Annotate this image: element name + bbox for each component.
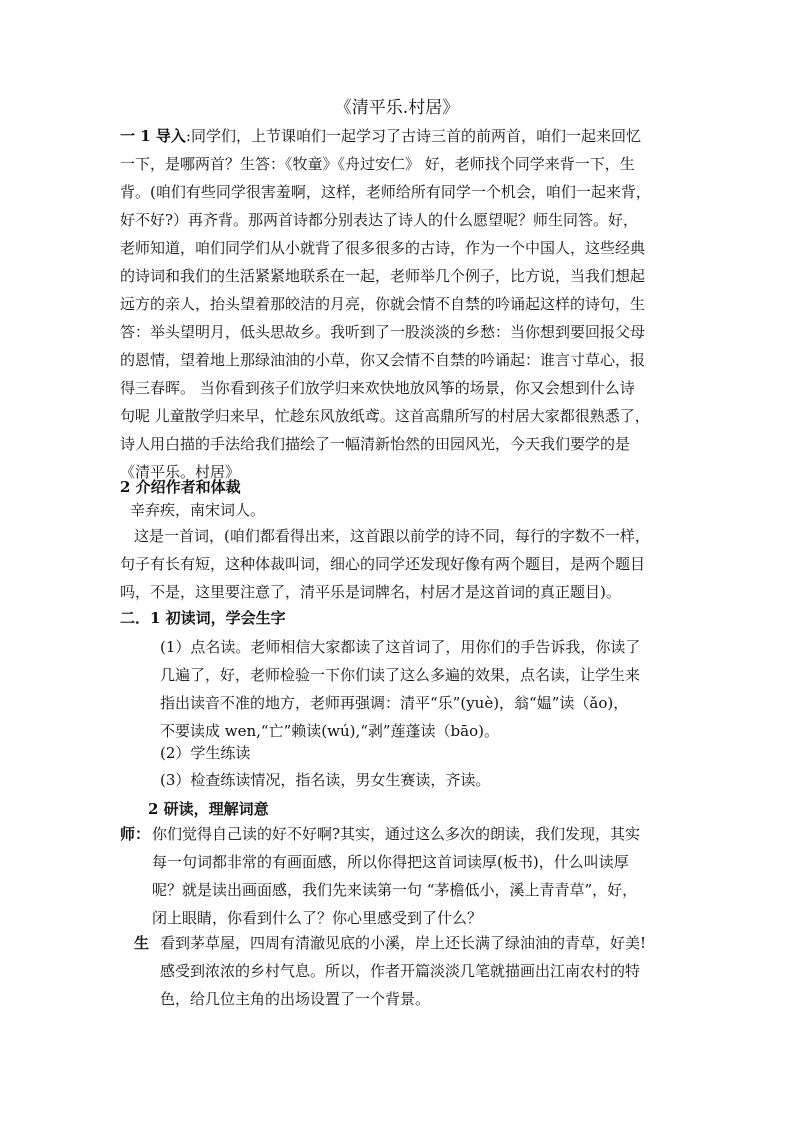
intro-line-3: 背。(咱们有些同学很害羞啊，这样，老师给所有同学一个机会，咱们一起来背，	[120, 183, 651, 201]
section-study-heading: 2 研读，理解词意	[148, 800, 269, 818]
intro-line-10: 得三春晖。 当你看到孩子们放学归来欢快地放风筝的场景，你又会想到什么诗	[120, 379, 635, 397]
author-line: 辛弃疾，南宋词人。	[130, 501, 266, 519]
step-1-line-1: (1）点名读。老师相信大家都读了这首词了，用你们的手告诉我，你读了	[160, 638, 641, 656]
step-1	[160, 633, 680, 745]
step-1-line-4: 不要读成 wen,“亡”赖读(wú),“剥”莲蓬读（bāo)。	[160, 722, 499, 740]
step-1-line-2: 几遍了，好，老师检验一下你们读了这么多遍的效果，点名读，让学生来	[160, 666, 641, 684]
intro-line-8: 答：举头望明月，低头思故乡。我听到了一股淡淡的乡愁：当你想到要回报父母	[120, 323, 646, 341]
step-1-line-3: 指出读音不准的地方，老师再强调：清平“乐”(yuè)，翁“媪”读（ǎo)，	[160, 694, 629, 712]
student-speech	[160, 929, 680, 1013]
teacher-label: 师：	[120, 825, 151, 843]
section-first-read-heading: 二．1 初读词，学会生字	[120, 609, 286, 627]
intro-line-4: 好不好?）再齐背。那两首诗都分别表达了诗人的什么愿望呢？师生同答。好，	[120, 211, 639, 229]
intro-line-6: 的诗词和我们的生活紧紧地联系在一起，老师举几个例子，比方说，当我们想起	[120, 267, 646, 285]
intro-heading: 一 1 导入	[120, 127, 186, 145]
section-intro	[120, 122, 676, 486]
student-line-2: 感受到浓浓的乡村气息。所以，作者开篇淡淡几笔就描画出江南农村的特	[160, 962, 641, 980]
intro-line-13: 《清平乐。村居》	[120, 463, 241, 481]
step-2: (2）学生练读	[160, 744, 251, 762]
student-label: 生	[134, 934, 150, 952]
section-author-heading: 2 介绍作者和体裁	[120, 478, 241, 496]
student-line-1: 看到茅草屋，四周有清澈见底的小溪，岸上还长满了绿油油的青草，好美!	[160, 934, 647, 952]
intro-line-1: 一 1 导入:同学们，上节课咱们一起学习了古诗三首的前两首，咱们一起来回忆	[120, 127, 641, 145]
genre-line-1: 这是一首词，(咱们都看得出来，这首跟以前学的诗不同，每行的字数不一样，	[134, 527, 650, 545]
intro-line-5: 老师知道，咱们同学们从小就背了很多很多的古诗，作为一个中国人，这些经典	[120, 239, 646, 257]
intro-line-2: 一下，是哪两首？生答：《牧童》《舟过安仁》 好，老师找个同学来背一下，生	[120, 155, 635, 173]
teacher-line-1: 你们觉得自己读的好不好啊?其实，通过这么多次的朗读，我们发现，其实	[152, 825, 641, 843]
genre-line-2: 句子有长有短，这种体裁叫词，细心的同学还发现好像有两个题目，是两个题目	[120, 555, 646, 573]
intro-line-7: 远方的亲人，抬头望着那皎洁的月亮，你就会情不自禁的吟诵起这样的诗句，生	[120, 295, 646, 313]
intro-line-9: 的恩情，望着地上那绿油油的小草，你又会情不自禁的吟诵起：谁言寸草心，报	[120, 351, 646, 369]
section-genre	[120, 522, 676, 606]
intro-line-12: 诗人用白描的手法给我们描绘了一幅清新怡然的田园风光，今天我们要学的是	[120, 435, 631, 453]
teacher-line-2: 每一句词都非常的有画面感，所以你得把这首词读厚(板书)，什么叫读厚	[152, 853, 629, 871]
intro-line-11: 句呢 儿童散学归来早，忙趁东风放纸鸢。这首高鼎所写的村居大家都很熟悉了，	[120, 407, 650, 425]
document-title: 《清平乐.村居》	[334, 98, 460, 118]
genre-line-3: 吗，不是，这里要注意了，清平乐是词牌名，村居才是这首词的真正题目)。	[120, 583, 621, 601]
step-3: (3）检查练读情况，指名读，男女生赛读，齐读。	[160, 771, 491, 789]
student-line-3: 色，给几位主角的出场设置了一个背景。	[160, 990, 431, 1008]
teacher-line-4: 闭上眼睛，你看到什么了？你心里感受到了什么？	[152, 909, 483, 927]
teacher-speech	[152, 820, 680, 932]
teacher-line-3: 呢？就是读出画面感，我们先来读第一句 “茅檐低小，溪上青青草”，好，	[152, 881, 638, 899]
